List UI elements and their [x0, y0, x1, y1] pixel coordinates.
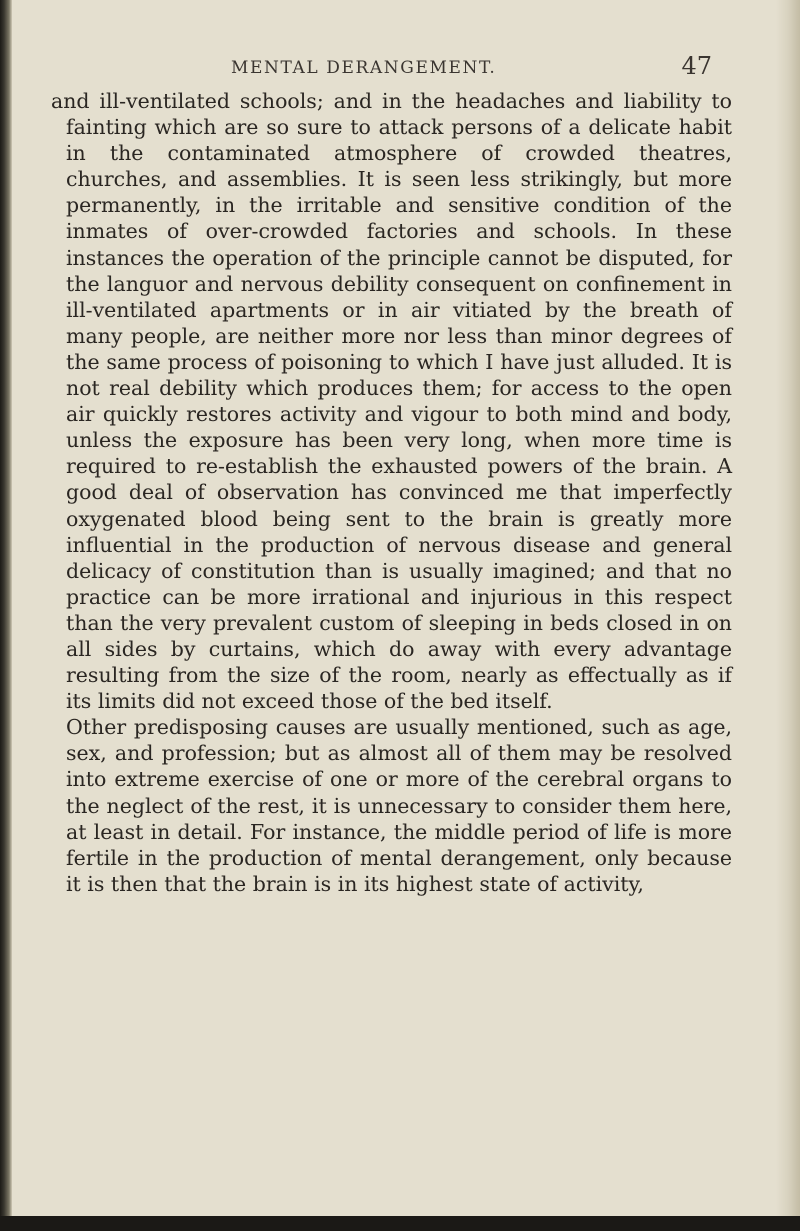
running-head-title: MENTAL DERANGEMENT.	[231, 58, 497, 78]
book-page	[42, 54, 750, 897]
page-edge-shadow	[776, 0, 800, 1231]
page-number: 47	[681, 52, 712, 80]
scan-bottom-edge	[0, 1216, 800, 1231]
book-spine-shadow	[0, 0, 12, 1231]
paragraph-1: and ill-ventilated schools; and in the headaches and liability to fainting which are so sure to attack persons of a delicate habit in the contaminated atmosphere of crowded theatres, churches, and assemblies. It is seen less strikingly, but more permanently, in the irritable and sensitive condition of the inmates of over-crowded factories and schools. In these instances the operation of the principle cannot be disputed, for the languor and nervous debility consequent on confinement in ill-ventilated apartments or in air vitiated by the breath of many people, are neither more nor less than minor degrees of the same process of poisoning to which I have just alluded. It is not real debility which produces them; for access to the open air quickly restores activity and vigour to both mind and body, unless the exposure has been very long, when more time is required to re-establish the exhausted powers of the brain. A good deal of observation has convinced me that imperfectly oxygenated blood being sent to the brain is greatly more influential in the production of nervous disease and general delicacy of constitution than is usually imagined; and that no practice can be more irrational and injurious in this respect than the very prevalent custom of sleeping in beds closed in on all sides by curtains, which do away with every advantage resulting from the size of the room, nearly as effectually as if its limits did not exceed those of the bed itself.	[51, 89, 732, 714]
body-text	[42, 88, 750, 897]
running-head	[42, 54, 750, 88]
paragraph-2: Other predisposing causes are usually mentioned, such as age, sex, and profession; but as almost all of them may be resolved into extreme exercise of one or more of the cerebral organs to the neglect of the rest, it is unnecessary to consider them here, at least in detail. For instance, the middle period of life is more fertile in the production of mental derangement, only because it is then that the brain is in its highest state of activity,	[66, 715, 732, 896]
